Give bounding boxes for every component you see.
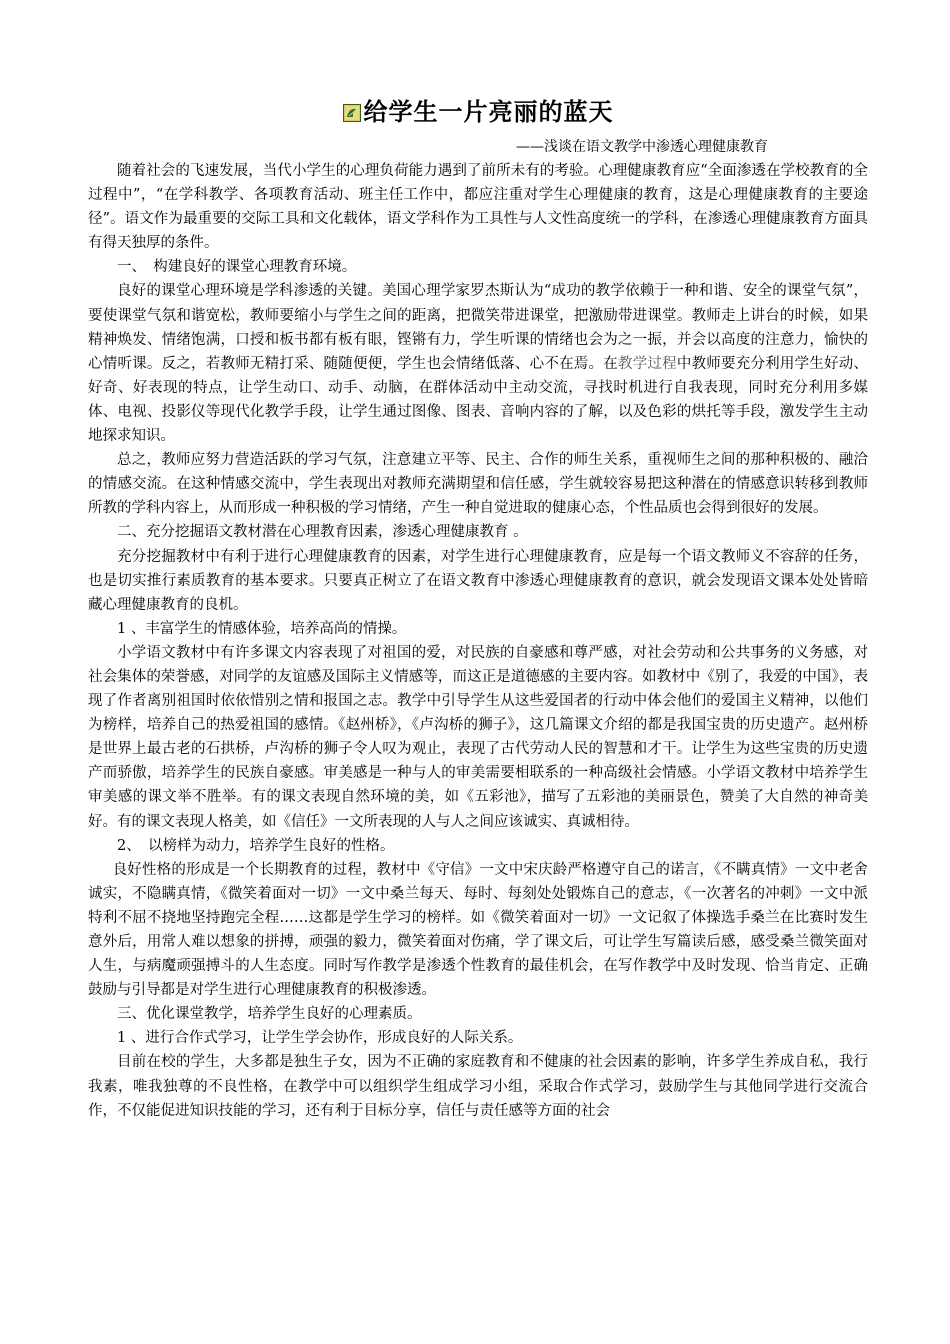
- section-heading: 二、充分挖掘语文教材潜在心理教育因素，渗透心理健康教育 。: [117, 524, 528, 541]
- paragraph-text-before: 良好的课堂心理环境是学科渗透的关键。美国心理学家罗杰斯认为“成功的教学依赖于一种和谐、安全的课堂气氛”，要使课堂气氛和谐宽松，教师要缩小与学生之间的距离，把微笑带进课堂，把激励带进课堂。教师走上讲台的时候，如果精神焕发、情绪饱满，口授和板书都有板有眼，铿锵有力，学生听课的情绪也会为之一振，并会以高度的注意力，愉快的心情听课。反之，若教师无精打采、随随便便，学生也会情绪低落、心不在焉。在: [88, 283, 868, 372]
- paragraph-text-after: 中教师要充分利用学生好动、好奇、好表现的特点，让学生动口、动手、动脑，在群体活动中主动交流，寻找时机进行自我表现，同时充分利用多媒体、电视、投影仪等现代化教学手段，让学生通过图像、图表、音响内容的了解，以及色彩的烘托等手段，激发学生主动地探求知识。: [88, 355, 869, 445]
- section-heading: 1 、进行合作式学习，让学生学会协作，形成良好的人际关系。: [117, 1030, 523, 1047]
- document-icon: [343, 104, 361, 122]
- body-paragraph: 总之，教师应努力营造活跃的学习气氛，注意建立平等、民主、合作的师生关系，重视师生之间的那种积极的、融洽的情感交流。在这种情感交流中，学生表现出对教师充满期望和信任感，学生就较容易把这种潜在的情感意识转移到教师所教的学科内容上，从而形成一种积极的学习情绪，产生一种自觉进取的健康心态，个性品质也会得到很好的发展。: [88, 452, 868, 517]
- body-paragraph: 充分挖掘教材中有利于进行心理健康教育的因素，对学生进行心理健康教育，应是每一个语文教师义不容辞的任务，也是切实推行素质教育的基本要求。只要真正树立了在语文教育中渗透心理健康教育的意识，就会发现语文课本处处皆暗藏心理健康教育的良机。: [88, 548, 868, 613]
- body-paragraph: 良好性格的形成是一个长期教育的过程，教材中《守信》一文中宋庆龄严格遵守自己的诺言，《不瞒真情》一文中老舍诚实，不隐瞒真情，《微笑着面对一切》一文中桑兰每天、每时、每刻处处锻炼自己的意志，《一次著名的冲刺》一文中派特利不屈不挠地坚持跑完全程……这都是学生学习的榜样。如《微笑着面对一切》一文记叙了体操选手桑兰在比赛时发生意外后，用常人难以想象的拼搏，顽强的毅力，微笑着面对伤痛，学了课文后，可让学生写篇读后感，感受桑兰微笑面对人生，与病魔顽强搏斗的人生态度。同时写作教学是渗透个性教育的最佳机会，在写作教学中及时发现、恰当肯定、正确鼓励与引导都是对学生进行心理健康教育的积极渗透。: [88, 861, 868, 999]
- section-heading: 一、 构建良好的课堂心理教育环境。: [117, 259, 357, 276]
- body-paragraph: [88, 279, 868, 448]
- title-row: [88, 92, 868, 132]
- section-heading: 2、 以榜样为动力，培养学生良好的性格。: [117, 837, 395, 854]
- body-paragraph: 目前在校的学生，大多都是独生子女，因为不正确的家庭教育和不健康的社会因素的影响，许多学生养成自私，我行我素，唯我独尊的不良性格，在教学中可以组织学生组成学习小组，采取合作式学习，鼓励学生与其他同学进行交流合作，不仅能促进知识技能的学习，还有利于目标分享，信任与责任感等方面的社会: [88, 1054, 868, 1119]
- section-heading: 1 、丰富学生的情感体验，培养高尚的情操。: [117, 620, 407, 637]
- document-body: [88, 159, 868, 1123]
- page-title: 给学生一片亮丽的蓝天: [363, 98, 614, 126]
- body-paragraph: 小学语文教材中有许多课文内容表现了对祖国的爱，对民族的自豪感和尊严感，对社会劳动和公共事务的义务感，对社会集体的荣誉感，对同学的友谊感及国际主义情感等，而这正是道德感的主要内容。如教材中《别了，我爱的中国》，表现了作者离别祖国时依依惜别之情和报国之志。教学中引导学生从这些爱国者的行动中体会他们的爱国主义精神，以他们为榜样，培养自己的热爱祖国的感情。《赵州桥》，《卢沟桥的狮子》，这几篇课文介绍的都是我国宝贵的历史遗产。赵州桥是世界上最古老的石拱桥，卢沟桥的狮子令人叹为观止，表现了古代劳动人民的智慧和才干。让学生为这些宝贵的历史遗产而骄傲，培养学生的民族自豪感。审美感是一种与人的审美需要相联系的一种高级社会情感。小学语文教材中培养学生审美感的课文举不胜举。有的课文表现自然环境的美，如《五彩池》，描写了五彩池的美丽景色，赞美了大自然的神奇美好。有的课文表现人格美，如《信任》一文所表现的人与人之间应该诚实、真诚相待。: [88, 644, 868, 830]
- section-heading: 三、优化课堂教学，培养学生良好的心理素质。: [117, 1006, 422, 1023]
- document-page: [88, 92, 868, 1123]
- teaching-process-link[interactable]: 教学过程: [617, 355, 677, 372]
- body-paragraph: 随着社会的飞速发展，当代小学生的心理负荷能力遇到了前所未有的考验。心理健康教育应“全面渗透在学校教育的全过程中”，“在学科教学、各项教育活动、班主任工作中，都应注重对学生心理健康的教育，这是心理健康教育的主要途径”。语文作为最重要的交际工具和文化载体，语文学科作为工具性与人文性高度统一的学科，在渗透心理健康教育方面具有得天独厚的条件。: [88, 163, 868, 252]
- subtitle: ——浅谈在语文教学中渗透心理健康教育: [516, 139, 768, 155]
